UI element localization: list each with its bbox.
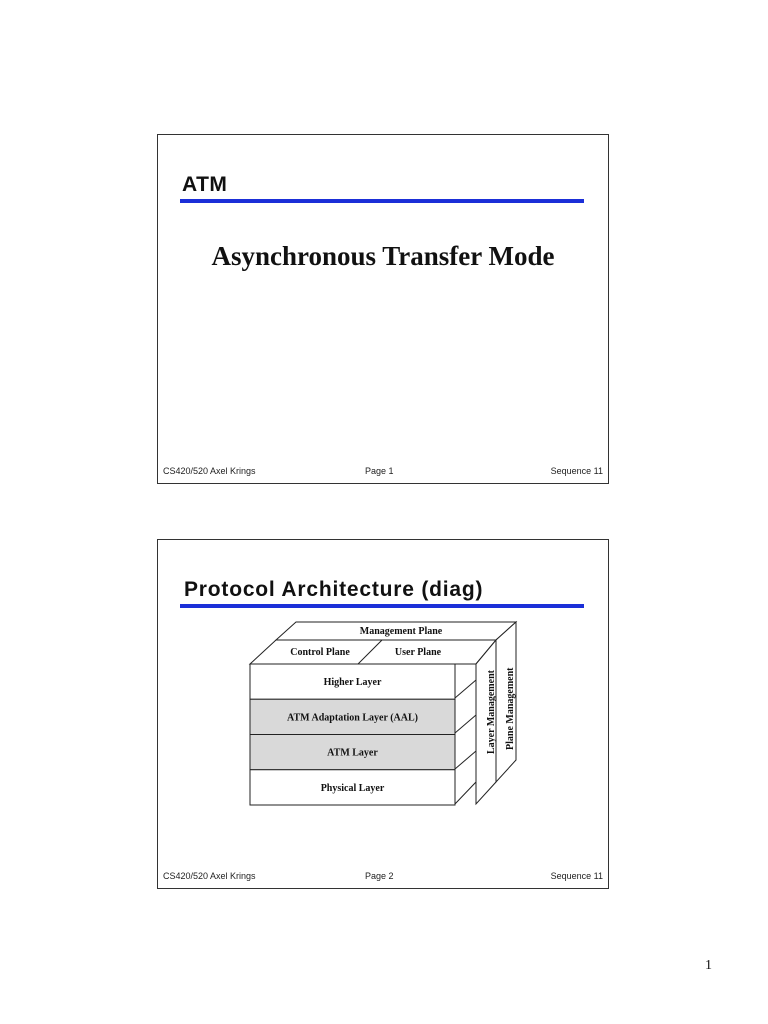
slide-footer [158, 466, 608, 480]
plane-management-label: Plane Management [505, 667, 516, 750]
slide-1 [157, 134, 609, 484]
user-plane-label: User Plane [394, 647, 442, 658]
front-right-face [455, 664, 476, 804]
slide-title: Protocol Architecture (diag) [184, 578, 484, 601]
slide-2 [157, 539, 609, 889]
slide-title: ATM [182, 173, 228, 196]
footer-page: Page 2 [365, 871, 394, 881]
layer-management-label: Layer Management [486, 670, 497, 754]
footer-sequence: Sequence 11 [550, 466, 603, 476]
footer-page: Page 1 [365, 466, 394, 476]
title-underline [180, 199, 584, 203]
footer-author: CS420/520 Axel Krings [163, 871, 256, 881]
footer-sequence: Sequence 11 [550, 871, 603, 881]
atm-protocol-architecture-diagram [158, 540, 610, 890]
page-number: 1 [705, 958, 712, 973]
management-plane-label: Management Plane [359, 626, 443, 637]
layer-label: ATM Layer [327, 747, 378, 759]
control-user-plane-face [250, 640, 496, 664]
layer-label: Physical Layer [320, 782, 385, 794]
layer-stack [250, 664, 455, 805]
slide-subtitle: Asynchronous Transfer Mode [211, 241, 555, 271]
control-plane-label: Control Plane [290, 647, 350, 658]
slide-footer [158, 871, 608, 885]
footer-author: CS420/520 Axel Krings [163, 466, 256, 476]
layer-label: ATM Adaptation Layer (AAL) [286, 712, 419, 724]
layer-label: Higher Layer [323, 677, 382, 689]
